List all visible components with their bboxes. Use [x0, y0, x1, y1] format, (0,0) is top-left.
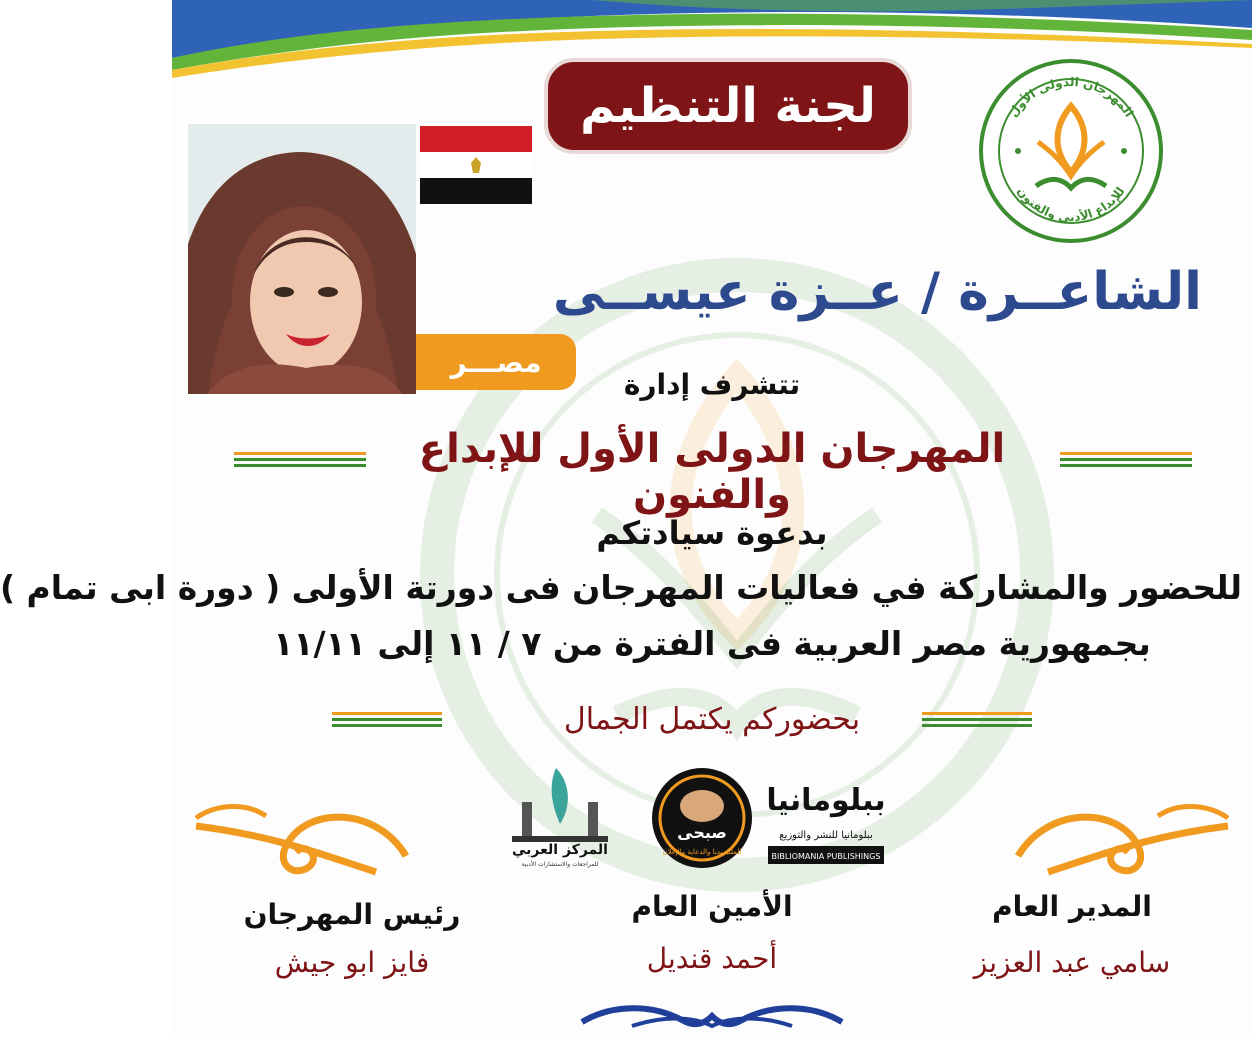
poet-name-line	[462, 262, 1202, 322]
invite-text: بدعوة سيادتكم	[596, 514, 828, 552]
invitation-line-2: بجمهورية مصر العربية فى الفترة من ٧ / ١١ إلى ١١/١١	[273, 624, 1151, 663]
secretary-title: الأمين العام	[631, 890, 793, 923]
secretary-name: أحمد قنديل	[646, 942, 778, 975]
partner-sobhy-sub: للملتيميديا والدعاية والإعلان	[662, 848, 742, 856]
poet-separator: /	[920, 262, 940, 322]
logo-arc-top-text: المهرجان الدولى الأول	[1005, 74, 1137, 120]
stripes-right	[1060, 452, 1192, 474]
bottom-ornament-icon	[572, 1002, 852, 1032]
president-title: رئيس المهرجان	[243, 898, 461, 931]
motto-text: بحضوركم يكتمل الجمال	[563, 702, 861, 737]
festival-logo-icon	[978, 58, 1164, 244]
poet-photo	[188, 124, 416, 394]
festival-name: المهرجان الدولى الأول للإبداع والفنون	[418, 426, 1006, 518]
invitation-line-1: للحضور والمشاركة في فعاليات المهرجان فى دورتة الأولى ( دورة ابى تمام )	[0, 568, 1242, 607]
country-tag	[416, 334, 576, 390]
organizing-committee-banner	[544, 58, 912, 154]
honors-text: تتشرف إدارة	[623, 368, 801, 401]
partner-arab-center-name: المركز العربي	[512, 842, 608, 858]
partner-logo-sobhy	[642, 766, 762, 866]
director-title: المدير العام	[992, 890, 1152, 923]
ornament-swirl-icon	[186, 796, 416, 886]
director-name: سامي عبد العزيز	[973, 946, 1171, 979]
partner-bibliomania-name: ببلومانيا	[766, 783, 886, 818]
poet-name: عــزة عيســى	[552, 262, 903, 322]
poet-portrait-icon	[188, 124, 416, 394]
partner-logo-arab-center	[500, 762, 620, 868]
ornament-swirl-icon	[1008, 796, 1238, 886]
flag-egypt-icon	[420, 126, 532, 204]
partner-arab-center-sub: للمراجعات والاستشارات الأدبية	[521, 861, 599, 868]
stripes-left	[234, 452, 366, 474]
president-name: فايز ابو جيش	[274, 946, 430, 979]
motto-stripes-left	[332, 712, 442, 734]
partner-bibliomania-sub: ببلومانيا للنشر والتوزيع	[779, 830, 873, 841]
poet-title: الشاعــرة	[958, 262, 1202, 322]
partner-bibliomania-sub2: BIBLIOMANIA PUBLISHINGS	[771, 852, 881, 861]
partner-sobhy-name: صبحى	[677, 823, 727, 842]
country-label: مصـــر	[450, 345, 542, 379]
partner-logo-bibliomania	[766, 764, 886, 864]
organizing-committee-label: لجنة التنظيم	[580, 78, 876, 134]
logo-arc-bottom-text: للإبداع الأدبى والفنون	[1014, 184, 1128, 225]
